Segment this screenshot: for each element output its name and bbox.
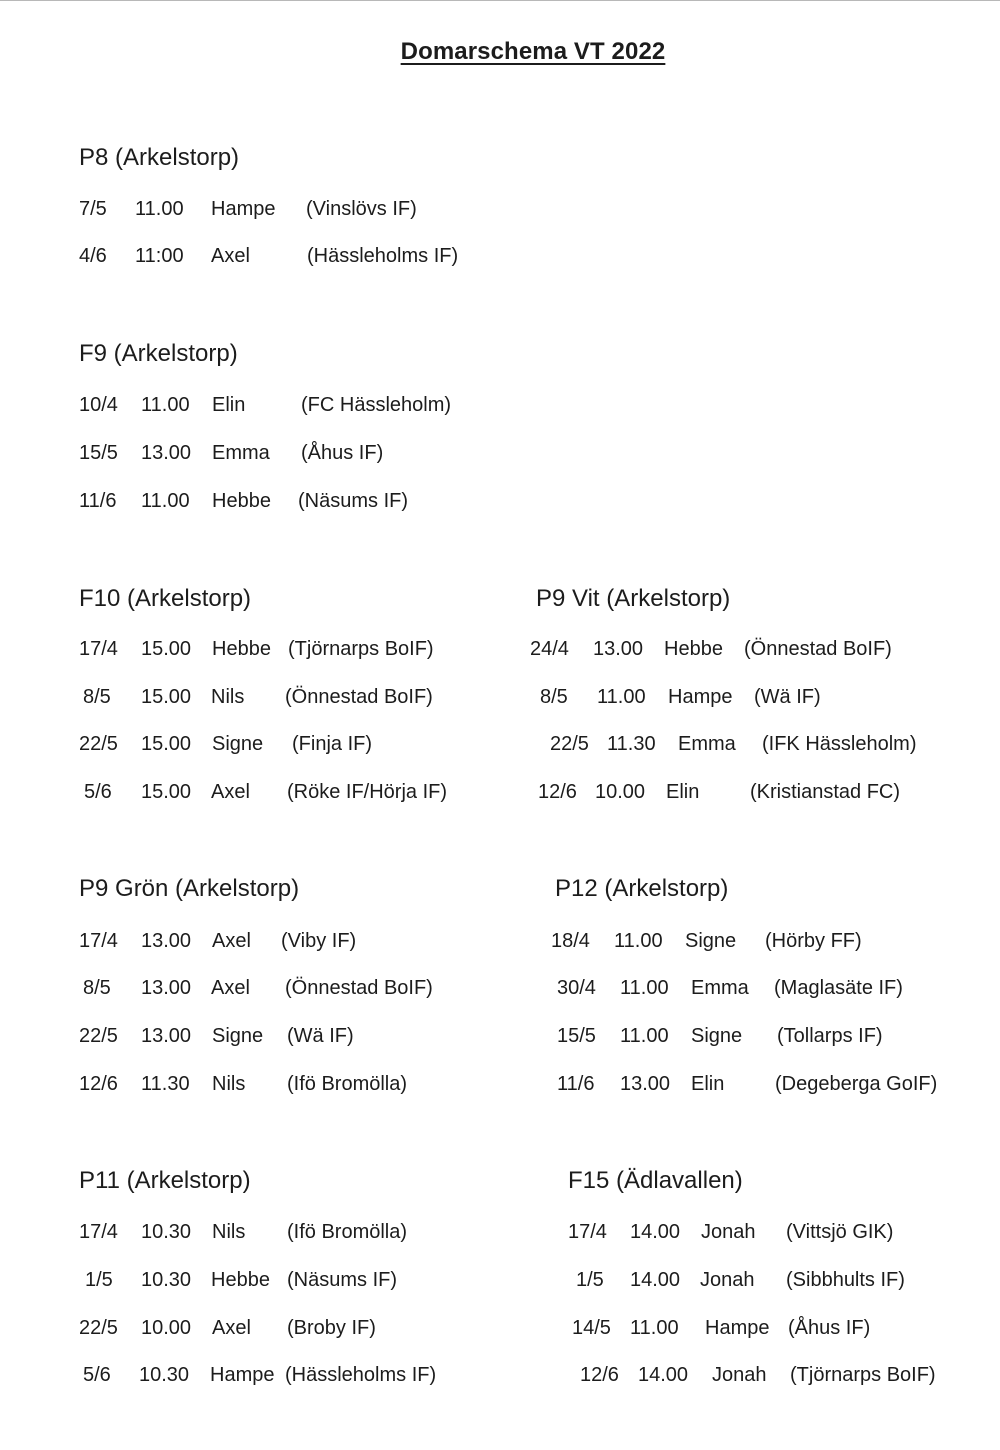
- row-opponent: (Önnestad BoIF): [744, 638, 892, 660]
- row-time: 10.30: [141, 1221, 192, 1243]
- row-time: 14.00: [630, 1221, 681, 1243]
- row-opponent: (Önnestad BoIF): [285, 977, 433, 999]
- row-date: 10/4: [79, 394, 118, 416]
- row-date: 12/6: [538, 781, 577, 803]
- row-time: 10.30: [141, 1269, 192, 1291]
- row-date: 7/5: [79, 198, 107, 220]
- row-date: 8/5: [83, 686, 111, 708]
- row-opponent: (Önnestad BoIF): [285, 686, 433, 708]
- top-border-line: [0, 0, 1000, 1]
- row-opponent: (Hässleholms IF): [307, 245, 459, 267]
- row-opponent: (Wä IF): [754, 686, 821, 708]
- row-date: 8/5: [83, 977, 111, 999]
- row-name: Hampe: [668, 686, 733, 708]
- row-name: Emma: [691, 977, 749, 999]
- row-date: 17/4: [568, 1221, 607, 1243]
- row-opponent: (Ifö Bromölla): [287, 1073, 408, 1095]
- row-date: 15/5: [79, 442, 118, 464]
- row-opponent: (Sibbhults IF): [786, 1269, 905, 1291]
- row-time: 11.00: [135, 198, 184, 220]
- row-opponent: (Broby IF): [287, 1317, 376, 1339]
- row-time: 11:00: [135, 245, 184, 267]
- row-name: Axel: [211, 245, 250, 267]
- row-date: 12/6: [580, 1364, 619, 1386]
- row-time: 13.00: [141, 930, 192, 952]
- row-name: Elin: [666, 781, 700, 803]
- row-opponent: (Wä IF): [287, 1025, 354, 1047]
- row-name: Hebbe: [211, 1269, 270, 1291]
- row-date: 22/5: [79, 1025, 118, 1047]
- row-time: 11.00: [630, 1317, 679, 1339]
- row-opponent: (Hässleholms IF): [285, 1364, 437, 1386]
- row-opponent: (Tollarps IF): [777, 1025, 883, 1047]
- row-name: Axel: [212, 930, 251, 952]
- row-name: Hampe: [210, 1364, 275, 1386]
- row-date: 8/5: [540, 686, 568, 708]
- row-opponent: (Tjörnarps BoIF): [790, 1364, 936, 1386]
- row-opponent: (Åhus IF): [301, 442, 384, 464]
- row-opponent: (Viby IF): [281, 930, 357, 952]
- row-date: 24/4: [530, 638, 569, 660]
- row-date: 22/5: [550, 733, 589, 755]
- row-name: Hebbe: [212, 490, 271, 512]
- row-date: 4/6: [79, 245, 107, 267]
- row-name: Jonah: [700, 1269, 755, 1291]
- row-opponent: (IFK Hässleholm): [762, 733, 917, 755]
- row-time: 11.00: [141, 394, 190, 416]
- row-time: 10.30: [139, 1364, 190, 1386]
- row-date: 11/6: [557, 1073, 595, 1095]
- row-time: 11.00: [141, 490, 190, 512]
- row-time: 10.00: [141, 1317, 192, 1339]
- row-opponent: (Hörby FF): [765, 930, 862, 952]
- row-time: 11.30: [607, 733, 656, 755]
- row-name: Elin: [691, 1073, 725, 1095]
- row-opponent: (FC Hässleholm): [301, 394, 452, 416]
- row-name: Jonah: [701, 1221, 756, 1243]
- row-name: Nils: [211, 686, 245, 708]
- row-opponent: (Kristianstad FC): [750, 781, 901, 803]
- row-time: 11.00: [620, 977, 669, 999]
- row-date: 14/5: [572, 1317, 611, 1339]
- section-heading: P9 Vit (Arkelstorp): [536, 585, 731, 612]
- row-time: 10.00: [595, 781, 646, 803]
- row-time: 13.00: [593, 638, 644, 660]
- row-opponent: (Vittsjö GIK): [786, 1221, 894, 1243]
- row-opponent: (Maglasäte IF): [774, 977, 903, 999]
- row-date: 22/5: [79, 733, 118, 755]
- row-name: Emma: [212, 442, 270, 464]
- section-heading: P12 (Arkelstorp): [555, 875, 729, 902]
- row-time: 11.00: [620, 1025, 669, 1047]
- row-date: 5/6: [84, 781, 112, 803]
- row-date: 12/6: [79, 1073, 118, 1095]
- row-opponent: (Tjörnarps BoIF): [288, 638, 434, 660]
- row-name: Hebbe: [664, 638, 723, 660]
- row-name: Signe: [212, 733, 264, 755]
- row-time: 13.00: [620, 1073, 671, 1095]
- section-heading: P9 Grön (Arkelstorp): [79, 875, 300, 902]
- row-opponent: (Näsums IF): [287, 1269, 397, 1291]
- row-name: Hebbe: [212, 638, 271, 660]
- row-name: Axel: [212, 1317, 251, 1339]
- row-name: Axel: [211, 977, 250, 999]
- row-opponent: (Degeberga GoIF): [775, 1073, 938, 1095]
- row-date: 17/4: [79, 930, 118, 952]
- row-time: 13.00: [141, 442, 192, 464]
- row-time: 11.30: [141, 1073, 190, 1095]
- row-time: 15.00: [141, 686, 192, 708]
- row-time: 14.00: [638, 1364, 689, 1386]
- row-date: 1/5: [85, 1269, 113, 1291]
- row-opponent: (Ifö Bromölla): [287, 1221, 408, 1243]
- row-name: Hampe: [705, 1317, 770, 1339]
- section-heading: P8 (Arkelstorp): [79, 144, 240, 171]
- row-opponent: (Röke IF/Hörja IF): [287, 781, 448, 803]
- row-date: 17/4: [79, 638, 118, 660]
- row-name: Jonah: [712, 1364, 767, 1386]
- row-time: 15.00: [141, 638, 192, 660]
- row-name: Signe: [212, 1025, 264, 1047]
- row-date: 11/6: [79, 490, 117, 512]
- row-opponent: (Åhus IF): [788, 1317, 871, 1339]
- row-opponent: (Vinslövs IF): [306, 198, 417, 220]
- row-time: 15.00: [141, 733, 192, 755]
- row-name: Signe: [685, 930, 737, 952]
- row-date: 22/5: [79, 1317, 118, 1339]
- section-heading: F15 (Ädlavallen): [568, 1167, 743, 1194]
- row-date: 1/5: [576, 1269, 604, 1291]
- row-name: Emma: [678, 733, 736, 755]
- row-time: 15.00: [141, 781, 192, 803]
- row-name: Hampe: [211, 198, 276, 220]
- row-date: 5/6: [83, 1364, 111, 1386]
- row-name: Axel: [211, 781, 250, 803]
- row-time: 13.00: [141, 977, 192, 999]
- row-time: 13.00: [141, 1025, 192, 1047]
- row-date: 30/4: [557, 977, 596, 999]
- section-heading: F9 (Arkelstorp): [79, 340, 238, 367]
- row-date: 17/4: [79, 1221, 118, 1243]
- row-date: 15/5: [557, 1025, 596, 1047]
- row-name: Nils: [212, 1073, 246, 1095]
- row-time: 11.00: [614, 930, 663, 952]
- row-opponent: (Näsums IF): [298, 490, 408, 512]
- row-time: 14.00: [630, 1269, 681, 1291]
- row-time: 11.00: [597, 686, 646, 708]
- row-date: 18/4: [551, 930, 590, 952]
- row-name: Signe: [691, 1025, 743, 1047]
- section-heading: F10 (Arkelstorp): [79, 585, 252, 612]
- row-name: Elin: [212, 394, 246, 416]
- row-name: Nils: [212, 1221, 246, 1243]
- row-opponent: (Finja IF): [292, 733, 372, 755]
- document-title: Domarschema VT 2022: [400, 38, 666, 65]
- section-heading: P11 (Arkelstorp): [79, 1167, 251, 1194]
